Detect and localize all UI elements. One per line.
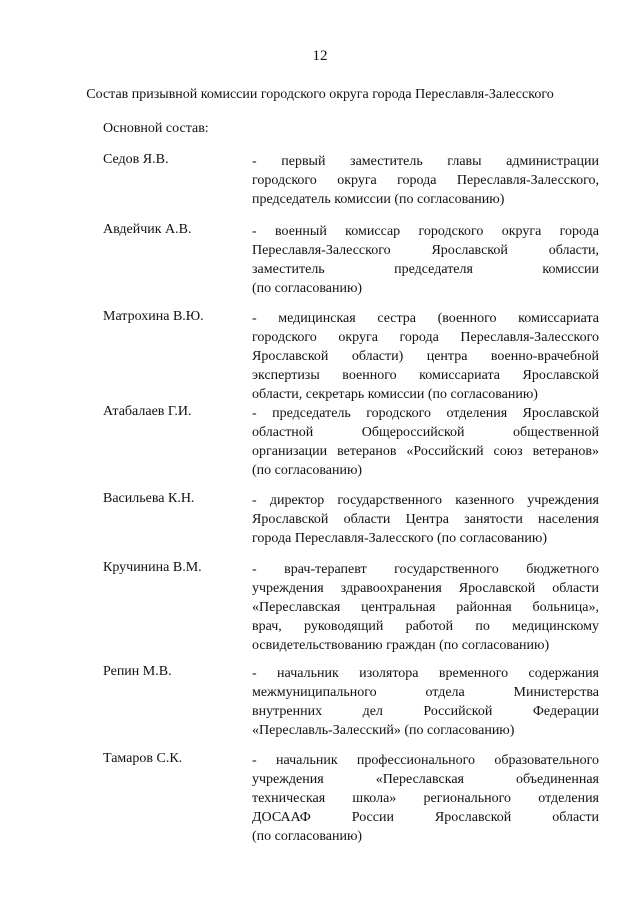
member-role-line: внутренних дел Российской Федерации xyxy=(252,704,599,719)
member-role-line: областной Общероссийской общественной xyxy=(252,425,599,440)
member-role-line: заместитель председателя комиссии xyxy=(252,262,599,277)
member-name: Васильева К.Н. xyxy=(103,491,195,506)
member-name: Кручинина В.М. xyxy=(103,560,202,575)
member-name: Репин М.В. xyxy=(103,664,172,679)
member-role-line: - начальник изолятора временного содержания xyxy=(252,666,599,681)
member-role xyxy=(252,751,599,846)
member-role-line: учреждения здравоохранения Ярославской области xyxy=(252,581,599,596)
member-role-line: ДОСААФ России Ярославской области xyxy=(252,810,599,825)
member-role-line: области, секретарь комиссии (по согласованию) xyxy=(252,387,538,402)
member-role-line: (по согласованию) xyxy=(252,281,363,296)
member-role-line: «Переславская центральная районная больница», xyxy=(252,600,599,615)
member-role-line: председатель комиссии (по согласованию) xyxy=(252,192,505,207)
member-role xyxy=(252,222,599,298)
member-role-line: «Переславль-Залесский» (по согласованию) xyxy=(252,723,515,738)
member-role-line: межмуниципального отдела Министерства xyxy=(252,685,599,700)
member-name: Авдейчик А.В. xyxy=(103,222,192,237)
member-role-line: учреждения «Переславская объединенная xyxy=(252,772,599,787)
member-role-line: врач, руководящий работой по медицинскому xyxy=(252,619,599,634)
member-role-line: освидетельствованию граждан (по согласованию) xyxy=(252,638,550,653)
member-role-line: - директор государственного казенного учреждения xyxy=(252,493,599,508)
member-role xyxy=(252,491,599,548)
member-role xyxy=(252,309,599,404)
member-role-line: городского округа города Переславля-Залесского xyxy=(252,330,599,345)
member-role xyxy=(252,152,599,209)
page-number: 12 xyxy=(312,48,328,64)
member-name: Атабалаев Г.И. xyxy=(103,404,192,419)
member-name: Тамаров С.К. xyxy=(103,751,183,766)
member-role-line: (по согласованию) xyxy=(252,829,363,844)
member-role xyxy=(252,560,599,655)
member-role-line: городского округа города Переславля-Залесского, xyxy=(252,173,599,188)
member-role xyxy=(252,664,599,740)
member-name: Седов Я.В. xyxy=(103,152,169,167)
member-role-line: Переславля-Залесского Ярославской области, xyxy=(252,243,599,258)
member-role-line: экспертизы военного комиссариата Ярославской xyxy=(252,368,599,383)
member-role-line: (по согласованию) xyxy=(252,463,363,478)
document-title: Состав призывной комиссии городского округа города Переславля-Залесского xyxy=(86,87,554,102)
member-role-line: Ярославской области Центра занятости населения xyxy=(252,512,599,527)
member-role-line: организации ветеранов «Российский союз ветеранов» xyxy=(252,444,599,459)
member-role-line: - медицинская сестра (военного комиссариата xyxy=(252,311,599,326)
member-name: Матрохина В.Ю. xyxy=(103,309,204,324)
member-role-line: - начальник профессионального образовательного xyxy=(252,753,599,768)
member-role xyxy=(252,404,599,480)
member-role-line: - врач-терапевт государственного бюджетного xyxy=(252,562,599,577)
member-role-line: - военный комиссар городского округа города xyxy=(252,224,599,239)
section-label: Основной состав: xyxy=(103,121,209,136)
member-role-line: города Переславля-Залесского (по согласованию) xyxy=(252,531,548,546)
member-role-line: техническая школа» регионального отделения xyxy=(252,791,599,806)
member-role-line: - первый заместитель главы администрации xyxy=(252,154,599,169)
member-role-line: Ярославской области) центра военно-врачебной xyxy=(252,349,599,364)
member-role-line: - председатель городского отделения Ярославской xyxy=(252,406,599,421)
